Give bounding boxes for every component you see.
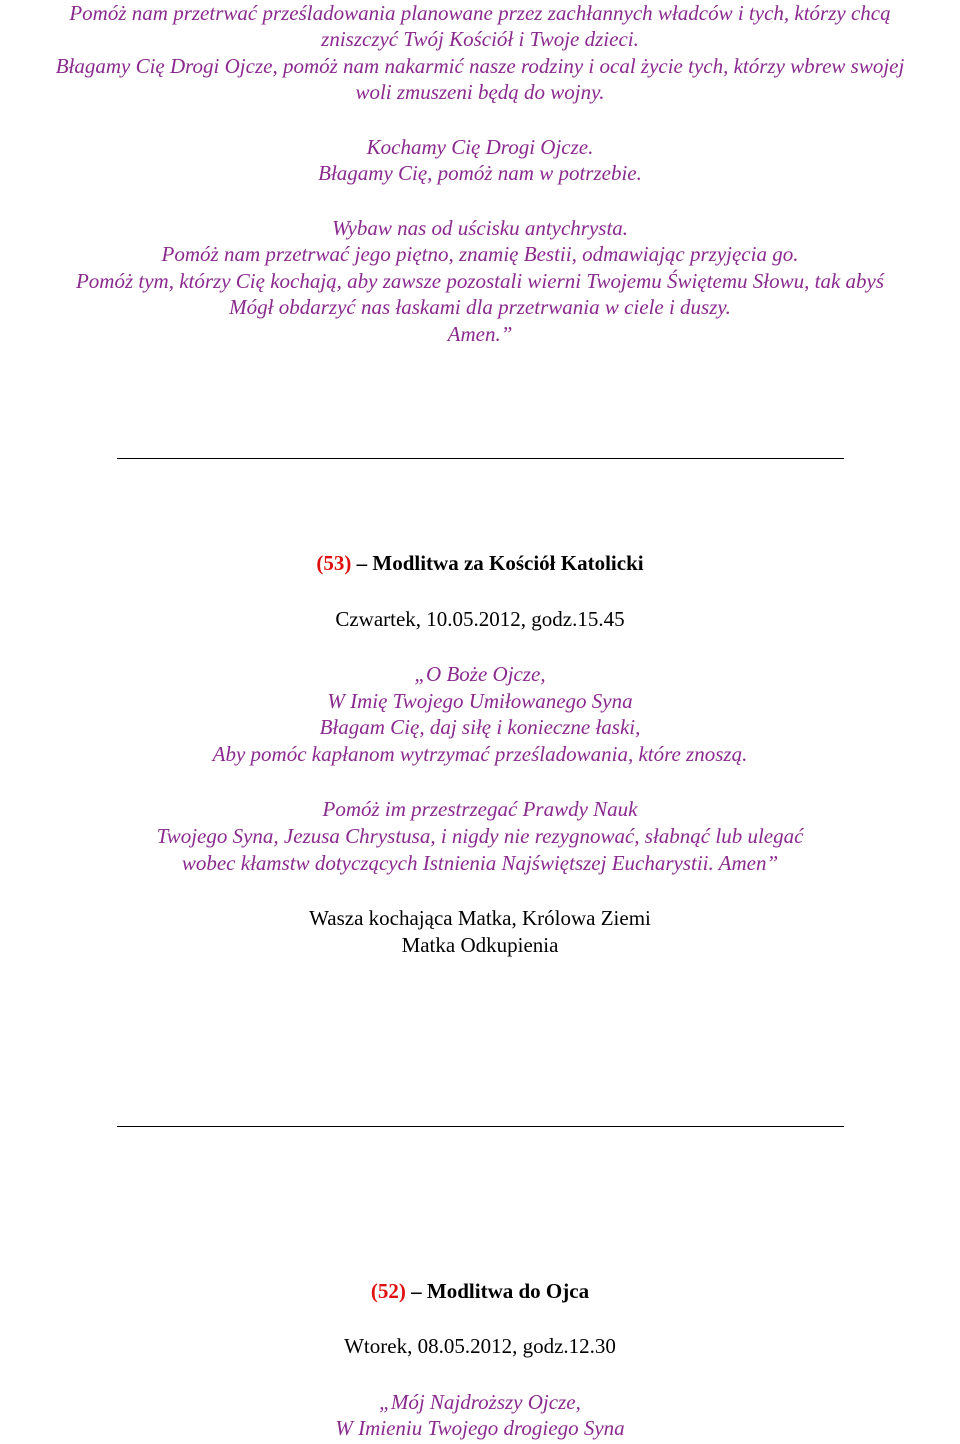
message-date: Wtorek, 08.05.2012, godz.12.30 bbox=[344, 1334, 616, 1358]
prayer-line: Pomóż im przestrzegać Prawdy Nauk bbox=[322, 797, 638, 821]
prayer-line: Wybaw nas od uścisku antychrysta. bbox=[331, 216, 629, 240]
message-heading bbox=[0, 1278, 960, 1304]
signature-line: Wasza kochająca Matka, Królowa Ziemi bbox=[309, 906, 651, 930]
separator-line bbox=[117, 1126, 844, 1127]
prayer-line: Błagamy Cię Drogi Ojcze, pomóż nam nakarmić nasze rodziny i ocal życie tych, którzy wbrew swojej bbox=[55, 54, 905, 78]
signature-line: Matka Odkupienia bbox=[401, 933, 559, 957]
prayer-line: zniszczyć Twój Kościół i Twoje dzieci. bbox=[321, 27, 639, 51]
prayer-line: woli zmuszeni będą do wojny. bbox=[355, 80, 605, 104]
prayer-line: Pomóż nam przetrwać prześladowania planowane przez zachłannych władców i tych, którzy chcą bbox=[69, 1, 891, 25]
prayer-line: Kochamy Cię Drogi Ojcze. bbox=[366, 135, 594, 159]
message-title: – Modlitwa za Kościół Katolicki bbox=[351, 551, 644, 575]
prayer-line: Pomóż nam przetrwać jego piętno, znamię Bestii, odmawiając przyjęcia go. bbox=[161, 242, 799, 266]
prayer-line: Błagamy Cię, pomóż nam w potrzebie. bbox=[318, 161, 642, 185]
prayer-line: Aby pomóc kapłanom wytrzymać prześladowania, które znoszą. bbox=[212, 742, 748, 766]
prayer-line: „Mój Najdroższy Ojcze, bbox=[379, 1390, 581, 1414]
prayer-line: Amen.” bbox=[447, 322, 513, 346]
message-number: (53) bbox=[316, 551, 352, 575]
message-heading bbox=[0, 550, 960, 576]
separator-line bbox=[117, 458, 844, 459]
prayer-line: Mógł obdarzyć nas łaskami dla przetrwania w ciele i duszy. bbox=[229, 295, 731, 319]
prayer-line: Pomóż tym, którzy Cię kochają, aby zawsze pozostali wierni Twojemu Świętemu Słowu, tak abyś bbox=[75, 269, 885, 293]
prayer-line: „O Boże Ojcze, bbox=[414, 662, 546, 686]
message-date: Czwartek, 10.05.2012, godz.15.45 bbox=[335, 607, 625, 631]
prayer-line: Twojego Syna, Jezusa Chrystusa, i nigdy nie rezygnować, słabnąć lub ulegać bbox=[156, 824, 804, 848]
prayer-line: W Imieniu Twojego drogiego Syna bbox=[335, 1416, 625, 1440]
message-title: – Modlitwa do Ojca bbox=[405, 1279, 590, 1303]
prayer-line: wobec kłamstw dotyczących Istnienia Najświętszej Eucharystii. Amen” bbox=[181, 851, 779, 875]
prayer-line: Błagam Cię, daj siłę i konieczne łaski, bbox=[319, 715, 641, 739]
message-number: (52) bbox=[370, 1279, 406, 1303]
prayer-line: W Imię Twojego Umiłowanego Syna bbox=[327, 689, 633, 713]
